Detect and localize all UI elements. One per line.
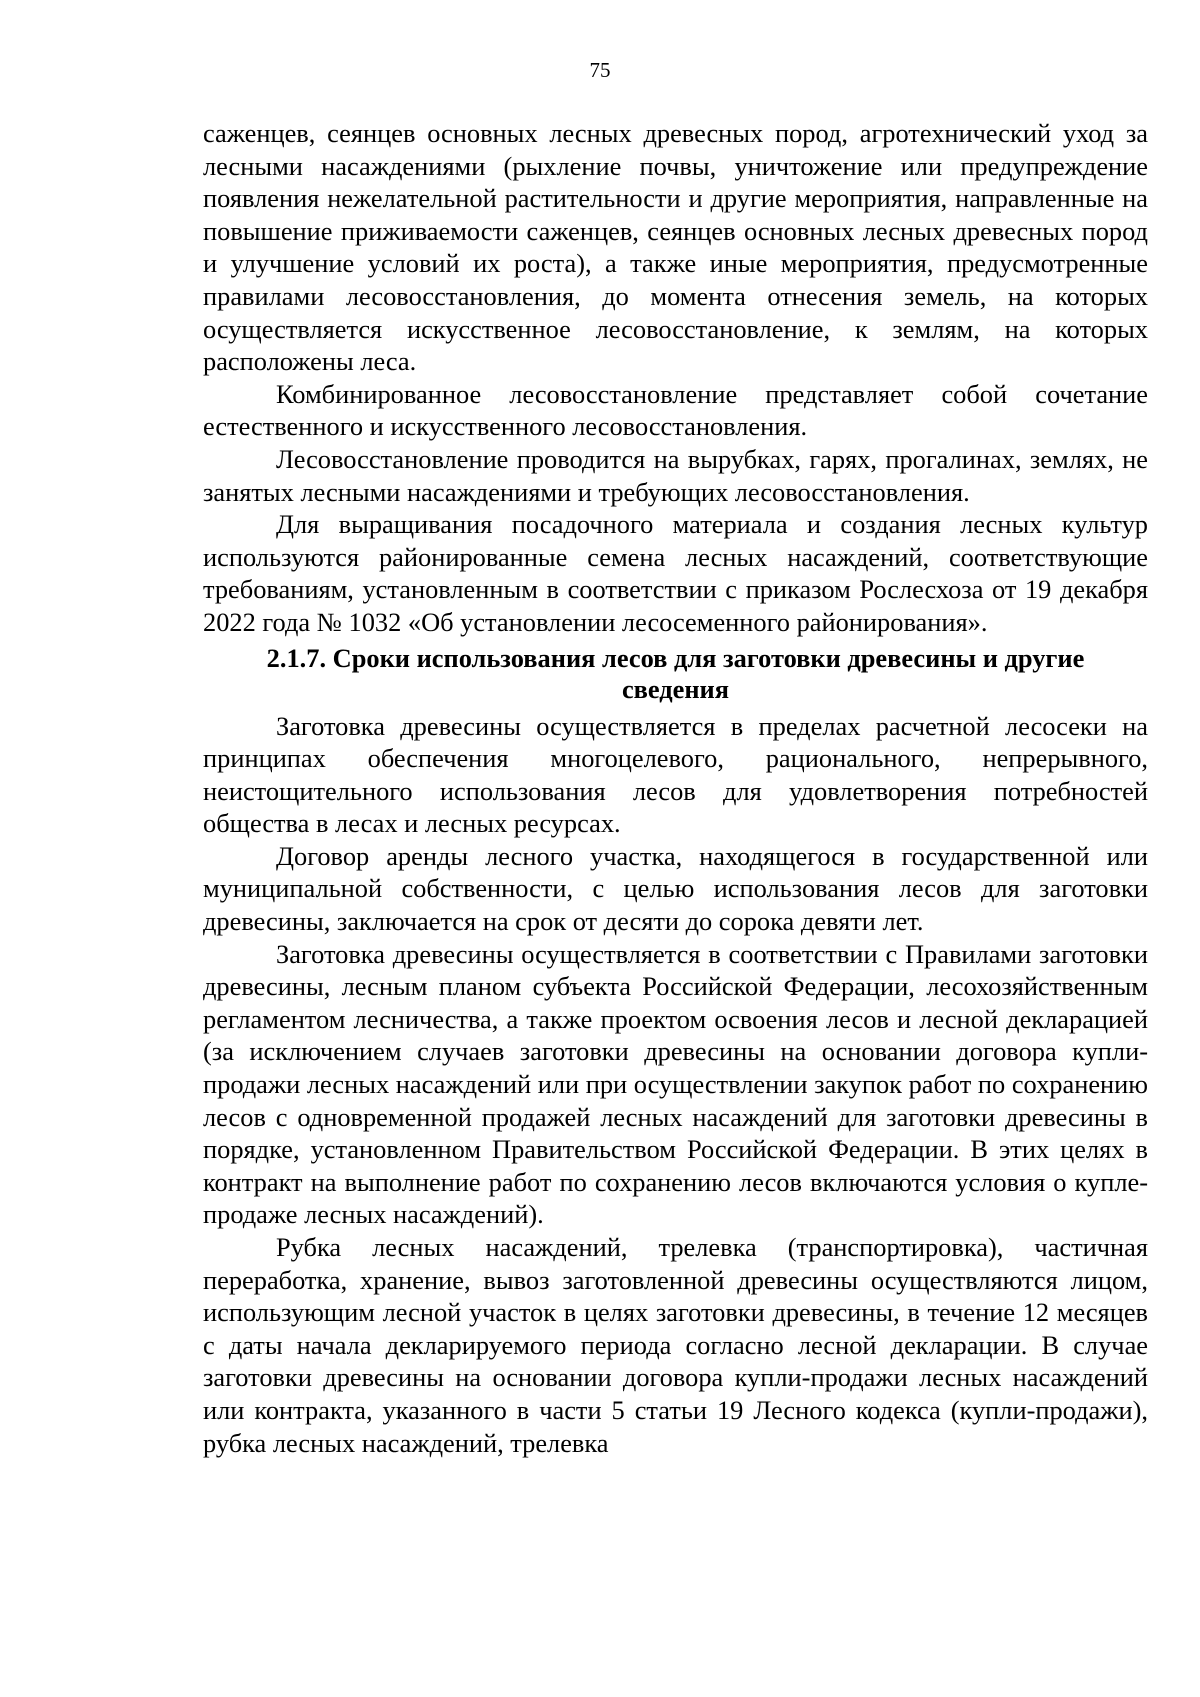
paragraph-combined-reforestation: Комбинированное лесовосстановление представляет собой сочетание естественного и искусственного лесовосстановления. — [203, 378, 1148, 442]
document-body — [203, 117, 1148, 1459]
page-number: 75 — [589, 58, 611, 82]
paragraph-lease-term: Договор аренды лесного участка, находящегося в государственной или муниципальной собственности, с целью использования лесов для заготовки древесины, заключается на срок от десяти до сорока девяти лет. — [203, 840, 1148, 937]
paragraph-continuation: саженцев, сеянцев основных лесных древесных пород, агротехнический уход за лесными насаждениями (рыхление почвы, уничтожение или предупреждение появления нежелательной растительности и другие мероприятия, направленные на повышение приживаемости саженцев, сеянцев основных лесных древесных пород и улучшение условий их роста), а также иные мероприятия, предусмотренные правилами лесовосстановления, до момента отнесения земель, на которых осуществляется искусственное лесовосстановление, к землям, на которых расположены леса. — [203, 118, 1148, 377]
paragraph-harvest-limits: Заготовка древесины осуществляется в пределах расчетной лесосеки на принципах обеспечения многоцелевого, рационального, непрерывного, неистощительного использования лесов для удовлетворения потребностей общества в лесах и лесных ресурсах. — [203, 710, 1148, 839]
paragraph-logging-period: Рубка лесных насаждений, трелевка (транспортировка), частичная переработка, хранение, вывоз заготовленной древесины осуществляются лицом, использующим лесной участок в целях заготовки древесины, в течение 12 месяцев с даты начала декларируемого периода согласно лесной декларации. В случае заготовки древесины на основании договора купли-продажи лесных насаждений или контракта, указанного в части 5 статьи 19 Лесного кодекса (купли-продажи), рубка лесных насаждений, трелевка — [203, 1232, 1148, 1458]
paragraph-harvest-rules: Заготовка древесины осуществляется в соответствии с Правилами заготовки древесины, лесным планом субъекта Российской Федерации, лесохозяйственным регламентом лесничества, а также проектом освоения лесов и лесной декларацией (за исключением случаев заготовки древесины на основании договора купли-продажи лесных насаждений или при осуществлении закупок работ по сохранению лесов с одновременной продажей лесных насаждений для заготовки древесины в порядке, установленном Правительством Российской Федерации. В этих целях в контракт на выполнение работ по сохранению лесов включаются условия о купле-продаже лесных насаждений). — [203, 938, 1148, 1230]
paragraph-seed-material: Для выращивания посадочного материала и создания лесных культур используются районированные семена лесных насаждений, соответствующие требованиям, установленным в соответствии с приказом Рослесхоза от 19 декабря 2022 года № 1032 «Об установлении лесосеменного районирования». — [203, 509, 1148, 637]
paragraph-reforestation-sites: Лесовосстановление проводится на вырубках, гарях, прогалинах, землях, не занятых лесными насаждениями и требующих лесовосстановления. — [203, 443, 1148, 507]
section-heading-line-2: сведения — [621, 673, 730, 704]
section-heading-line-1: 2.1.7. Сроки использования лесов для заготовки древесины и другие — [266, 642, 1085, 673]
section-heading — [203, 643, 1148, 705]
